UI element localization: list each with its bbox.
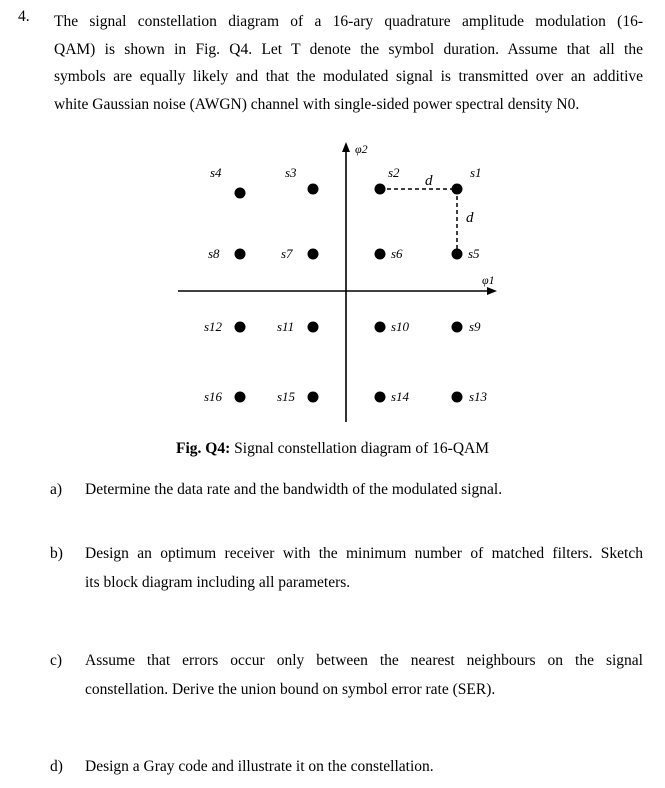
part-line: Design an optimum receiver with the minimum number of matched filters. Sketch	[85, 545, 643, 562]
distance-label-vertical: d	[466, 210, 474, 226]
symbol-label: s16	[204, 389, 223, 404]
vertical-axis-label: φ2	[355, 142, 368, 156]
caption-label: Fig. Q4:	[176, 440, 231, 457]
constellation-point	[308, 249, 319, 260]
caption-text: Signal constellation diagram of 16-QAM	[230, 440, 489, 457]
constellation-point	[308, 184, 319, 195]
part-label: b)	[50, 545, 63, 562]
symbol-label: s4	[210, 165, 222, 180]
figure-caption	[0, 440, 665, 458]
symbol-label: s5	[468, 246, 480, 261]
part-text	[85, 753, 643, 782]
constellation-point	[235, 188, 246, 199]
symbol-label: s2	[388, 165, 400, 180]
intro-line: QAM) is shown in Fig. Q4. Let T denote the symbol duration. Assume that all the	[54, 40, 643, 58]
symbol-label: s8	[208, 246, 220, 261]
symbol-label: s13	[469, 389, 488, 404]
horizontal-axis-arrow	[487, 287, 497, 295]
part-text	[85, 476, 643, 505]
intro-line: The signal constellation diagram of a 16-ary quadrature amplitude modulation (16-	[54, 13, 643, 30]
part-line: Design a Gray code and illustrate it on the constellation.	[85, 758, 434, 775]
constellation-point	[375, 322, 386, 333]
symbol-label: s10	[391, 319, 410, 334]
part-line: Determine the data rate and the bandwidth of the modulated signal.	[85, 481, 503, 498]
question-number: 4.	[18, 8, 30, 25]
constellation-point	[375, 249, 386, 260]
intro-line: white Gaussian noise (AWGN) channel with single-sided power spectral density N0.	[54, 95, 580, 113]
vertical-axis-arrow	[342, 142, 350, 152]
constellation-point	[308, 322, 319, 333]
constellation-point	[235, 392, 246, 403]
question-intro	[54, 8, 643, 118]
part-label: c)	[50, 652, 63, 669]
constellation-point	[235, 249, 246, 260]
symbol-label: s15	[277, 389, 296, 404]
symbol-label: s6	[391, 246, 403, 261]
constellation-point	[452, 184, 463, 195]
part-text	[85, 540, 643, 597]
horizontal-axis-label: φ1	[482, 273, 495, 287]
part-label: a)	[50, 481, 63, 498]
constellation-point	[308, 392, 319, 403]
constellation-point	[375, 184, 386, 195]
part-line: constellation. Derive the union bound on symbol error rate (SER).	[85, 680, 496, 698]
intro-line: symbols are equally likely and that the modulated signal is transmitted over an additive	[54, 68, 643, 85]
constellation-point	[452, 249, 463, 260]
symbol-label: s1	[470, 165, 482, 180]
symbol-label: s12	[204, 319, 223, 334]
symbol-label: s7	[281, 246, 293, 261]
constellation-point	[452, 392, 463, 403]
part-line: its block diagram including all parameters.	[85, 573, 351, 591]
distance-label-horizontal: d	[425, 173, 433, 189]
symbol-label: s14	[391, 389, 410, 404]
constellation-point	[452, 322, 463, 333]
part-label: d)	[50, 758, 63, 775]
symbol-label: s11	[277, 319, 295, 334]
constellation-point	[235, 322, 246, 333]
symbol-label: s9	[469, 319, 481, 334]
constellation-point	[375, 392, 386, 403]
part-text	[85, 647, 643, 704]
part-line: Assume that errors occur only between the nearest neighbours on the signal	[85, 652, 643, 669]
symbol-label: s3	[285, 165, 297, 180]
